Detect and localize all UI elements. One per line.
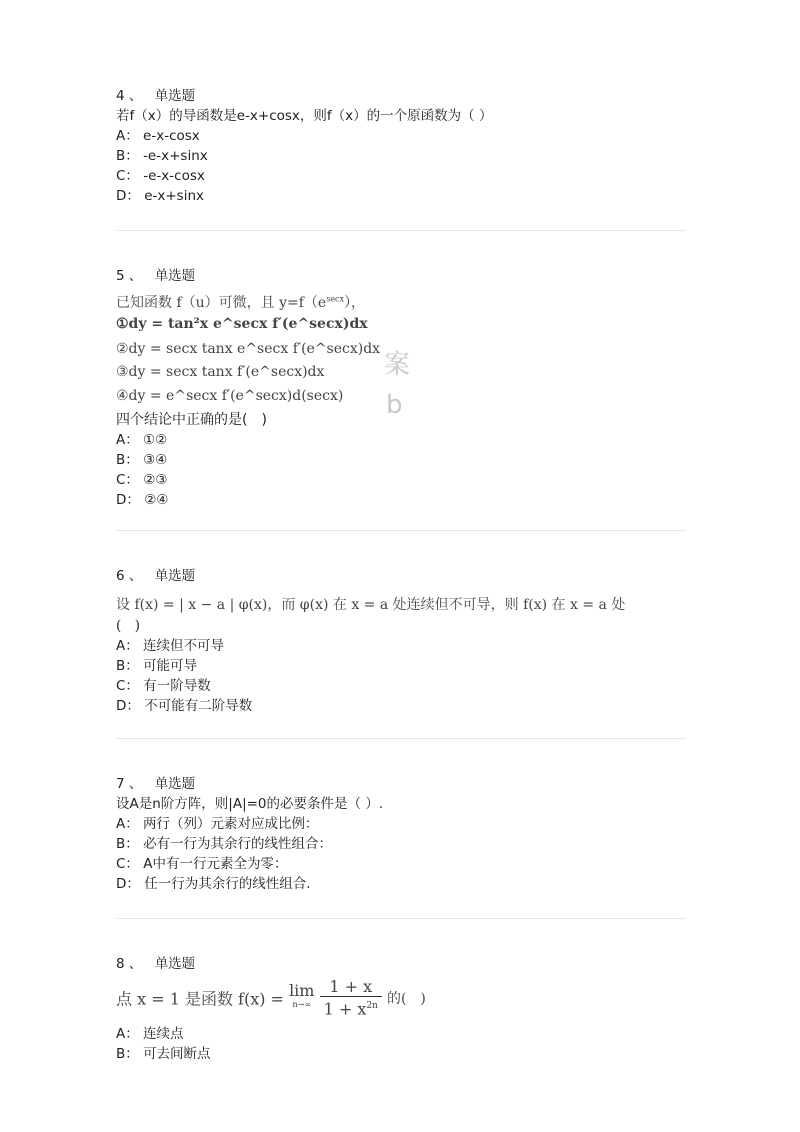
question-separator: 、 — [128, 268, 143, 284]
question-type: 单选题 — [154, 956, 196, 972]
question-header — [116, 954, 686, 974]
lim-word: lim — [289, 981, 315, 1001]
stem-line-1 — [116, 292, 365, 312]
option-a[interactable] — [116, 636, 686, 656]
conclusion-3: ③dy = secx tanx f′(e^secx)dx — [116, 364, 325, 380]
question-8-body — [116, 1024, 686, 1064]
option-text: 不可能有二阶导数 — [144, 698, 253, 714]
question-header — [116, 86, 686, 106]
question-stem-tail: ( ) — [116, 618, 141, 634]
option-label: D： — [116, 188, 140, 204]
option-d[interactable] — [116, 490, 686, 510]
fraction — [320, 978, 382, 1018]
divider — [116, 530, 686, 531]
option-a[interactable] — [116, 430, 686, 450]
option-label: C： — [116, 168, 139, 184]
option-label: D： — [116, 698, 140, 714]
option-b[interactable] — [116, 450, 686, 470]
option-text: e-x+sinx — [144, 188, 205, 204]
option-d[interactable] — [116, 186, 686, 206]
stem-suffix: 的( ) — [386, 991, 426, 1008]
question-type: 单选题 — [154, 268, 196, 284]
question-number: 4 — [116, 88, 125, 104]
question-8 — [116, 954, 686, 974]
watermark-char-1: 案 — [384, 350, 411, 380]
fraction-denominator — [320, 997, 382, 1018]
denominator-base: 1 + x — [323, 999, 367, 1019]
option-text: ③④ — [143, 452, 168, 468]
option-a[interactable] — [116, 126, 686, 146]
option-text: e-x-cosx — [143, 128, 200, 144]
question-separator: 、 — [128, 956, 143, 972]
option-label: A： — [116, 1026, 139, 1042]
question-header — [116, 566, 686, 586]
question-5 — [116, 266, 686, 286]
option-label: B： — [116, 836, 139, 852]
question-number: 6 — [116, 568, 125, 584]
option-label: D： — [116, 876, 140, 892]
option-text: 任一行为其余行的线性组合. — [144, 876, 311, 892]
option-label: A： — [116, 638, 139, 654]
stem-text-end: ）， — [344, 295, 366, 311]
option-text: 必有一行为其余行的线性组合： — [143, 836, 333, 852]
option-label: C： — [116, 678, 139, 694]
option-label: B： — [116, 148, 139, 164]
option-b[interactable] — [116, 834, 686, 854]
option-label: B： — [116, 1046, 139, 1062]
conclusion-1: ①dy = tan²x e^secx f′(e^secx)dx — [116, 316, 368, 332]
question-number: 5 — [116, 268, 125, 284]
denominator-exponent: 2n — [366, 1001, 378, 1011]
question-stem-tail: 四个结论中正确的是( ) — [116, 412, 267, 428]
option-label: A： — [116, 816, 139, 832]
question-type: 单选题 — [154, 88, 196, 104]
question-separator: 、 — [128, 88, 143, 104]
question-5-body — [116, 410, 686, 510]
question-separator: 、 — [128, 568, 143, 584]
option-text: A中有一行元素全为零： — [143, 856, 288, 872]
question-header — [116, 774, 686, 794]
stem-superscript: secx — [326, 294, 345, 304]
question-type: 单选题 — [154, 776, 196, 792]
stem-text: 已知函数 f（u）可微，且 y=f（e — [116, 295, 327, 311]
option-text: 连续但不可导 — [143, 638, 225, 654]
conclusion-2: ②dy = secx tanx e^secx f′(e^secx)dx — [116, 341, 381, 357]
divider — [116, 738, 686, 739]
question-separator: 、 — [128, 776, 143, 792]
question-7 — [116, 774, 686, 894]
question-header — [116, 266, 686, 286]
option-b[interactable] — [116, 656, 686, 676]
divider — [116, 230, 686, 231]
option-c[interactable] — [116, 676, 686, 696]
option-label: B： — [116, 452, 139, 468]
divider — [116, 918, 686, 919]
question-stem-image: 设 f(x) = | x − a | φ(x)，而 φ(x) 在 x = a 处连续但不可导，则 f(x) 在 x = a 处 — [116, 597, 626, 613]
option-label: A： — [116, 432, 139, 448]
option-c[interactable] — [116, 166, 686, 186]
option-text: ②③ — [143, 472, 168, 488]
option-label: C： — [116, 472, 139, 488]
lim-subscript: n→∞ — [292, 1000, 312, 1010]
question-stem: 若f（x）的导函数是e-x+cosx，则f（x）的一个原函数为（ ） — [116, 108, 493, 124]
fraction-numerator: 1 + x — [320, 978, 382, 997]
option-a[interactable] — [116, 1024, 686, 1044]
option-c[interactable] — [116, 470, 686, 490]
option-d[interactable] — [116, 696, 686, 716]
conclusion-4: ④dy = e^secx f′(e^secx)d(secx) — [116, 388, 344, 404]
option-label: B： — [116, 658, 139, 674]
option-label: C： — [116, 856, 139, 872]
stem-prefix: 点 x = 1 是函数 f(x) = — [116, 989, 284, 1009]
question-type: 单选题 — [154, 568, 196, 584]
option-text: 连续点 — [143, 1026, 184, 1042]
option-text: 有一阶导数 — [143, 678, 211, 694]
question-6-body — [116, 616, 686, 716]
question-number: 8 — [116, 956, 125, 972]
option-text: ①② — [143, 432, 168, 448]
option-a[interactable] — [116, 814, 686, 834]
watermark-char-2: b — [386, 390, 403, 420]
option-text: 可去间断点 — [143, 1046, 211, 1062]
option-label: D： — [116, 492, 140, 508]
option-c[interactable] — [116, 854, 686, 874]
option-text: -e-x-cosx — [143, 168, 205, 184]
question-6 — [116, 566, 686, 586]
option-text: ②④ — [144, 492, 169, 508]
option-label: A： — [116, 128, 139, 144]
option-b[interactable] — [116, 146, 686, 166]
limit-operator — [289, 981, 315, 1012]
option-d[interactable] — [116, 874, 686, 894]
question-4 — [116, 86, 686, 206]
question-stem: 设A是n阶方阵，则|A|=0的必要条件是（ ）. — [116, 796, 384, 812]
question-number: 7 — [116, 776, 125, 792]
option-text: 两行（列）元素对应成比例： — [143, 816, 319, 832]
option-b[interactable] — [116, 1044, 686, 1064]
option-text: 可能可导 — [143, 658, 198, 674]
option-text: -e-x+sinx — [143, 148, 208, 164]
question-stem-formula — [116, 978, 426, 1018]
